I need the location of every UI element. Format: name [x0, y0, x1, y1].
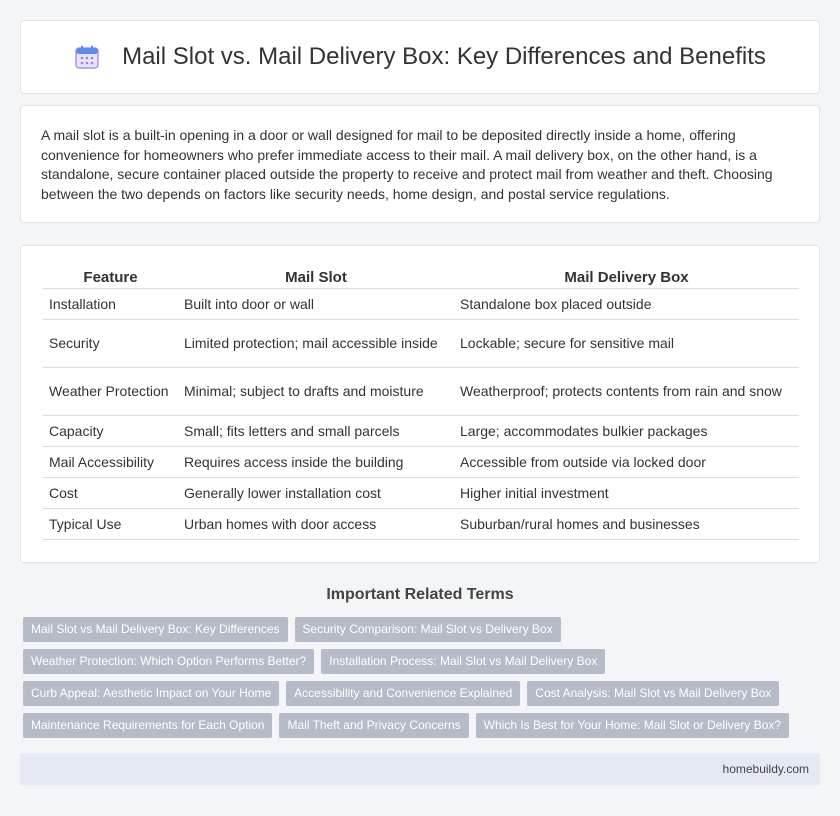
table-row: [43, 477, 799, 508]
related-term-tag[interactable]: Accessibility and Convenience Explained: [286, 681, 520, 706]
table-row: [43, 415, 799, 446]
table-row: [43, 508, 799, 539]
title-wrap: [74, 43, 766, 71]
header-feature: Feature: [43, 268, 178, 288]
footer-site-link[interactable]: homebuildy.com: [722, 762, 809, 776]
related-term-tag[interactable]: Mail Theft and Privacy Concerns: [279, 713, 468, 738]
mail-slot-cell: Generally lower installation cost: [178, 477, 454, 508]
mail-slot-cell: Minimal; subject to drafts and moisture: [178, 367, 454, 415]
feature-cell: Cost: [43, 477, 178, 508]
mail-slot-cell: Small; fits letters and small parcels: [178, 415, 454, 446]
tag-row: [23, 617, 823, 642]
related-term-tag[interactable]: Security Comparison: Mail Slot vs Delivery Box: [295, 617, 561, 642]
calendar-icon: [74, 44, 100, 70]
comparison-table-card: [20, 245, 820, 563]
feature-cell: Security: [43, 319, 178, 367]
table-row: [43, 446, 799, 477]
tag-row: [23, 681, 823, 706]
delivery-box-cell: Weatherproof; protects contents from rain and snow: [454, 367, 799, 415]
footer-bar: [20, 753, 820, 785]
mail-slot-cell: Built into door or wall: [178, 288, 454, 319]
tag-row: [23, 649, 823, 674]
feature-cell: Capacity: [43, 415, 178, 446]
delivery-box-cell: Accessible from outside via locked door: [454, 446, 799, 477]
table-row: [43, 319, 799, 367]
mail-slot-cell: Requires access inside the building: [178, 446, 454, 477]
table-row: [43, 367, 799, 415]
title-card: [20, 20, 820, 94]
page-title: Mail Slot vs. Mail Delivery Box: Key Differences and Benefits: [122, 43, 766, 70]
header-mail-slot: Mail Slot: [178, 268, 454, 288]
delivery-box-cell: Suburban/rural homes and businesses: [454, 508, 799, 539]
mail-slot-cell: Urban homes with door access: [178, 508, 454, 539]
related-term-tag[interactable]: Mail Slot vs Mail Delivery Box: Key Differences: [23, 617, 288, 642]
mail-slot-cell: Limited protection; mail accessible inside: [178, 319, 454, 367]
related-term-tag[interactable]: Installation Process: Mail Slot vs Mail Delivery Box: [321, 649, 605, 674]
related-term-tag[interactable]: Curb Appeal: Aesthetic Impact on Your Home: [23, 681, 279, 706]
feature-cell: Mail Accessibility: [43, 446, 178, 477]
related-term-tag[interactable]: Cost Analysis: Mail Slot vs Mail Delivery Box: [527, 681, 779, 706]
delivery-box-cell: Standalone box placed outside: [454, 288, 799, 319]
related-term-tag[interactable]: Maintenance Requirements for Each Option: [23, 713, 272, 738]
feature-cell: Installation: [43, 288, 178, 319]
delivery-box-cell: Large; accommodates bulkier packages: [454, 415, 799, 446]
related-term-tag[interactable]: Which Is Best for Your Home: Mail Slot or Delivery Box?: [476, 713, 789, 738]
tag-row: [23, 713, 823, 738]
table-header-row: [43, 268, 799, 288]
delivery-box-cell: Lockable; secure for sensitive mail: [454, 319, 799, 367]
comparison-table: [43, 268, 799, 540]
header-mail-delivery-box: Mail Delivery Box: [454, 268, 799, 288]
table-row: [43, 288, 799, 319]
related-terms-title: Important Related Terms: [326, 586, 514, 603]
related-term-tag[interactable]: Weather Protection: Which Option Performs Better?: [23, 649, 314, 674]
feature-cell: Typical Use: [43, 508, 178, 539]
related-terms-list: [23, 617, 823, 745]
delivery-box-cell: Higher initial investment: [454, 477, 799, 508]
intro-card: [20, 105, 820, 223]
intro-paragraph: A mail slot is a built-in opening in a door or wall designed for mail to be deposited directly inside a home, offering convenience for homeowners who prefer immediate access to their mail. A mail delivery box, on the other hand, is a standalone, secure container placed outside the property to receive and protect mail from weather and theft. Choosing between the two depends on factors like security needs, home design, and postal service regulations.: [41, 127, 773, 202]
feature-cell: Weather Protection: [43, 367, 178, 415]
